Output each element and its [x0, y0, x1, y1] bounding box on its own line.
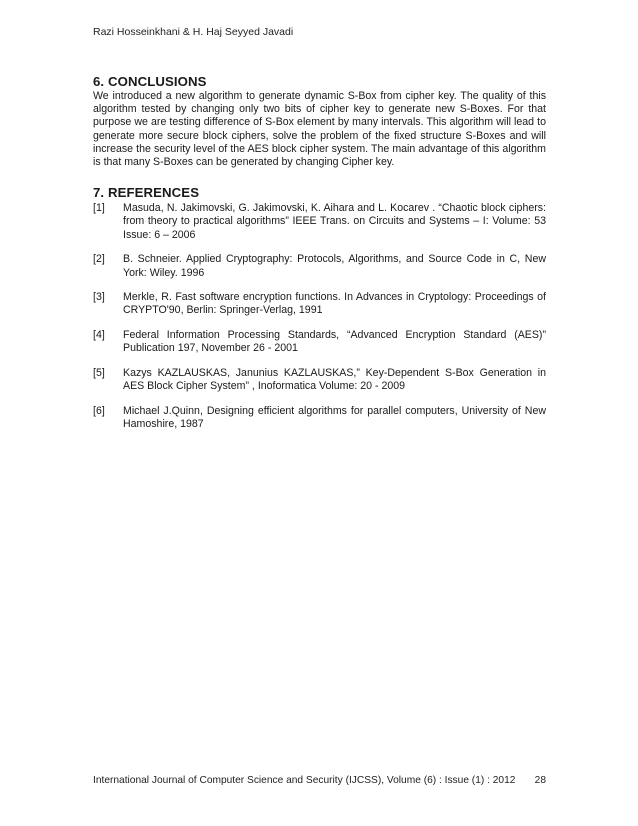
reference-item	[93, 291, 546, 317]
reference-list	[93, 202, 546, 431]
reference-text: Michael J.Quinn, Designing efficient algorithms for parallel computers, University of New Hamoshire, 1987	[123, 404, 546, 431]
reference-text: Federal Information Processing Standards, “Advanced Encryption Standard (AES)” Publication 197, November 26 - 2001	[123, 329, 546, 355]
reference-number: [3]	[93, 291, 105, 304]
reference-number: [4]	[93, 329, 105, 342]
reference-text: Merkle, R. Fast software encryption functions. In Advances in Cryptology: Proceedings of CRYPTO'90, Berlin: Springer-Verlag, 1991	[123, 291, 546, 317]
journal-citation: International Journal of Computer Science and Security (IJCSS), Volume (6) : Issue (1) : 2012	[93, 775, 516, 786]
conclusions-paragraph: We introduced a new algorithm to generate dynamic S-Box from cipher key. The quality of this algorithm tested by changing only two bits of cipher key to generate new S-Boxes. For that purpose we are testing difference of S-Box element by many intervals. This algorithm will lead to generate more secure block ciphers, solve the problem of the fixed structure S-Boxes and will increase the security level of the AES block cipher system. The main advantage of this algorithm is that many S-Boxes can be generated by changing Cipher key.	[93, 90, 546, 169]
reference-number: [1]	[93, 202, 105, 215]
page-number: 28	[534, 775, 546, 786]
reference-item	[93, 202, 546, 242]
reference-item	[93, 367, 546, 393]
running-header: Razi Hosseinkhani & H. Haj Seyyed Javadi	[93, 26, 294, 38]
reference-item	[93, 405, 546, 431]
reference-item	[93, 329, 546, 355]
reference-text: Kazys KAZLAUSKAS, Janunius KAZLAUSKAS,” Key-Dependent S-Box Generation in AES Block Cipher System” , Inoformatica Volume: 20 - 2009	[123, 367, 546, 393]
page-content	[93, 74, 546, 443]
reference-number: [5]	[93, 367, 105, 380]
reference-number: [6]	[93, 404, 105, 417]
reference-number: [2]	[93, 253, 105, 266]
reference-item	[93, 253, 546, 279]
conclusions-heading: 6. CONCLUSIONS	[93, 74, 207, 89]
reference-text: B. Schneier. Applied Cryptography: Protocols, Algorithms, and Source Code in C, New York: Wiley. 1996	[123, 253, 546, 279]
reference-text: Masuda, N. Jakimovski, G. Jakimovski, K. Aihara and L. Kocarev . “Chaotic block ciphers: from theory to practical algorithms” IEEE Trans. on Circuits and Systems – I: Volume: 53 Issue: 6 – 2006	[123, 202, 546, 241]
references-heading: 7. REFERENCES	[93, 185, 200, 201]
